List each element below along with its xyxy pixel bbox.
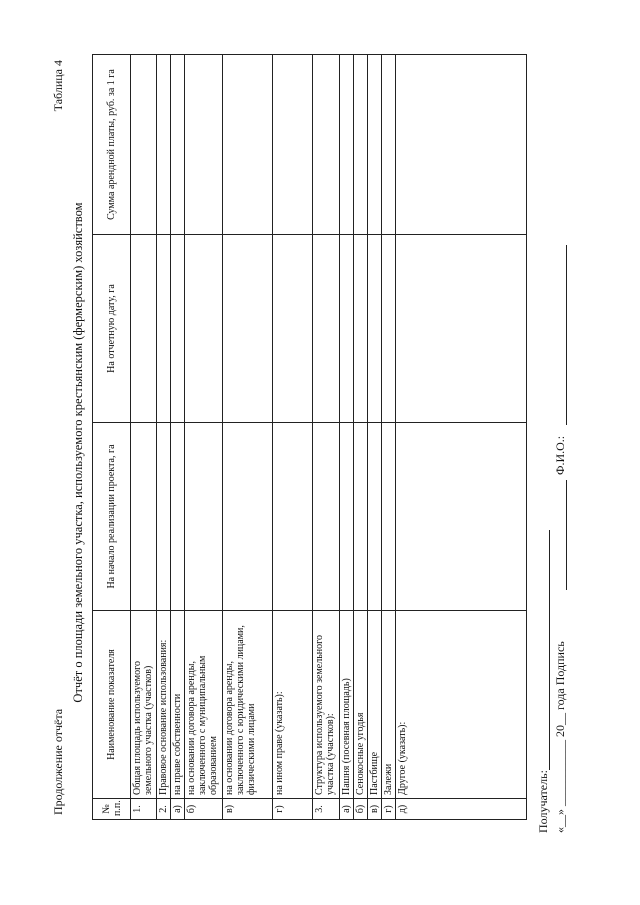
report-table [92,54,527,820]
table-row [273,55,313,820]
cell-report-date[interactable] [368,235,382,423]
col-header-rent: Сумма арендной платы, руб. за 1 га [93,55,131,235]
cell-report-date[interactable] [396,235,527,423]
table-row [368,55,382,820]
date-signature-line: «__» ___________ 20__ года Подпись [553,641,567,833]
col-header-start: На начало реализации проекта, га [93,423,131,611]
row-name: Пастбище [368,611,382,799]
row-number: а) [171,799,185,820]
report-title: Отчёт о площади земельного участка, используемого крестьянским (фермерским) хозяйством [71,202,85,703]
row-name: на основании договора аренды, заключенного с муниципальным образованием [185,611,223,799]
signature-underline [566,480,567,590]
row-name: на ином праве (указать): [273,611,313,799]
row-name: Пашня (посевная площадь) [340,611,354,799]
cell-rent[interactable] [157,55,171,235]
col-header-report-date: На отчетную дату, га [93,235,131,423]
row-name: Залежи [382,611,396,799]
cell-report-date[interactable] [354,235,368,423]
col-header-indicator: Наименование показателя [93,611,131,799]
recipient-underline [549,530,550,770]
cell-report-date[interactable] [131,235,157,423]
cell-start[interactable] [340,423,354,611]
cell-start[interactable] [185,423,223,611]
cell-rent[interactable] [368,55,382,235]
table-row [157,55,171,820]
cell-report-date[interactable] [157,235,171,423]
table-row [340,55,354,820]
table-row [396,55,527,820]
row-name: Сенокосные угодья [354,611,368,799]
cell-report-date[interactable] [223,235,273,423]
continuation-label: Продолжение отчёта [51,708,65,815]
row-number: б) [354,799,368,820]
row-number: г) [273,799,313,820]
table-row [185,55,223,820]
cell-rent[interactable] [273,55,313,235]
row-name: Общая площадь используемого земельного участка (участков) [131,611,157,799]
cell-rent[interactable] [396,55,527,235]
row-name: на основании договора аренды, заключенного с юридическими лицами, физическими лицами [223,611,273,799]
col-header-number: № п.п. [93,799,131,820]
cell-rent[interactable] [313,55,340,235]
row-number: 1. [131,799,157,820]
row-number: в) [223,799,273,820]
row-name: на праве собственности [171,611,185,799]
cell-start[interactable] [157,423,171,611]
row-number: в) [368,799,382,820]
row-number: г) [382,799,396,820]
row-name: Другое (указать): [396,611,527,799]
row-number: б) [185,799,223,820]
row-number: а) [340,799,354,820]
fio-underline [566,245,567,425]
rotated-sheet [50,50,615,855]
recipient-label: Получатель: [536,770,550,833]
table-row [171,55,185,820]
cell-start[interactable] [131,423,157,611]
fio-label: Ф.И.О.: [553,435,567,475]
cell-rent[interactable] [223,55,273,235]
cell-rent[interactable] [185,55,223,235]
table-header-row [93,55,131,820]
table-row [131,55,157,820]
cell-start[interactable] [273,423,313,611]
cell-report-date[interactable] [313,235,340,423]
table-row [354,55,368,820]
cell-start[interactable] [171,423,185,611]
cell-start[interactable] [223,423,273,611]
row-number: д) [396,799,527,820]
row-name: Структура используемого земельного участка (участков): [313,611,340,799]
cell-start[interactable] [382,423,396,611]
cell-report-date[interactable] [171,235,185,423]
table-row [313,55,340,820]
cell-report-date[interactable] [185,235,223,423]
cell-report-date[interactable] [340,235,354,423]
row-number: 2. [157,799,171,820]
cell-rent[interactable] [354,55,368,235]
table-row [223,55,273,820]
cell-report-date[interactable] [273,235,313,423]
table-row [382,55,396,820]
cell-start[interactable] [354,423,368,611]
table-number-label: Таблица 4 [51,60,65,112]
cell-rent[interactable] [340,55,354,235]
cell-rent[interactable] [131,55,157,235]
cell-rent[interactable] [171,55,185,235]
cell-start[interactable] [368,423,382,611]
cell-start[interactable] [313,423,340,611]
cell-report-date[interactable] [382,235,396,423]
cell-rent[interactable] [382,55,396,235]
row-name: Правовое основание использования: [157,611,171,799]
cell-start[interactable] [396,423,527,611]
row-number: 3. [313,799,340,820]
